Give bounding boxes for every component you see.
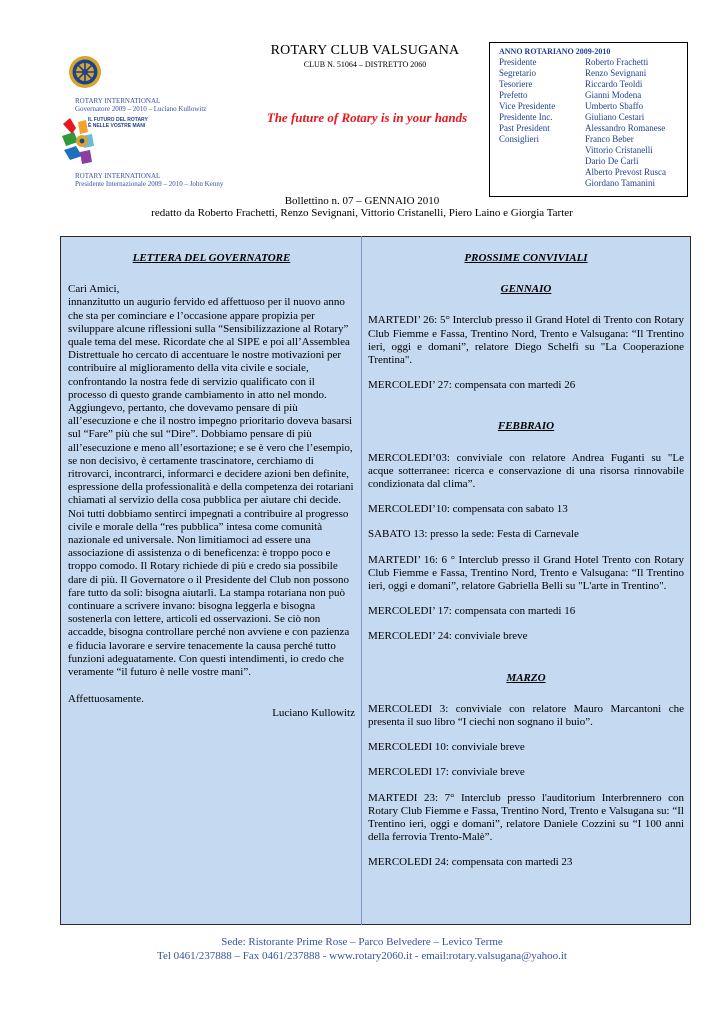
officer-name: Alberto Prevost Rusca — [585, 167, 666, 177]
letter-greeting: Cari Amici, — [68, 283, 120, 296]
event-item: MERCOLEDI’ 24: conviviale breve — [368, 630, 528, 643]
officer-role — [499, 145, 585, 156]
officer-row — [499, 145, 687, 156]
event-item: MARTEDI 23: 7° Interclub presso l'auditorium Interbrennero con Rotary Club Fiemme e Fassa, Trentino Nord, Trento e Valsugana su: “Il Trentino ieri, oggi e domani”, relatore Daniele Cozzini su “I 100 anni della ferrovia Trento-Malè”. — [368, 791, 684, 844]
events-months — [368, 265, 684, 879]
officer-role: Prefetto — [499, 90, 528, 100]
ri-president-caption: ROTARY INTERNATIONAL Presidente Internazionale 2009 – 2010 – John Kenny — [75, 172, 224, 188]
officer-row — [499, 112, 687, 123]
footer-contacts: Tel 0461/237888 – Fax 0461/237888 - www.rotary2060.it - email:rotary.valsugana@yahoo.it — [157, 950, 567, 962]
officers-list — [499, 57, 687, 189]
officers-box — [489, 42, 688, 197]
officer-row — [499, 167, 687, 178]
officer-name: Alessandro Romanese — [585, 123, 666, 133]
event-item: MARTEDI’ 26: 5° Interclub presso il Grand Hotel di Trento con Rotary Club Fiemme e Fassa, Trentino Nord, Trento e Valsugana: “Il Trentino ieri, oggi e domani”, relatore Diego Schelfi su "La Cooperazione Trentina". — [368, 314, 684, 367]
officer-name: Riccardo Teoldi — [585, 79, 643, 89]
officer-name: Giordano Tamanini — [585, 178, 655, 188]
slogan-logo-text: IL FUTURO DEL ROTARY È NELLE VOSTRE MANI — [88, 117, 148, 129]
club-name: ROTARY CLUB VALSUGANA — [270, 43, 460, 58]
club-number: CLUB N. 51064 – DISTRETTO 2060 — [303, 60, 427, 69]
officer-role: Presidente — [499, 57, 537, 67]
event-item: MERCOLEDI 17: conviviale breve — [368, 766, 525, 779]
officer-role: Presidente Inc. — [499, 112, 553, 122]
event-item: MERCOLEDI 10: conviviale breve — [368, 741, 525, 754]
officer-name: Gianni Modena — [585, 90, 642, 100]
officer-name: Franco Beber — [585, 134, 634, 144]
officer-name: Giuliano Cestari — [585, 112, 645, 122]
bulletin-number: Bollettino n. 07 – GENNAIO 2010 — [284, 195, 440, 207]
month-heading: FEBBRAIO — [497, 420, 555, 433]
officer-role: Tesoriere — [499, 79, 533, 89]
letter-body: innanzitutto un augurio fervido ed affettuoso per il nuovo anno che sta per cominciare e l’occasione appare propizia per sviluppare alcune riflessioni sulla “Sensibilizzazione al Rotary” quale tema del mese. Ricordate che al SIPE e poi all’Assemblea Distrettuale ho cercato di accentuare le nostre motivazioni per contribuire al miglioramento della vita civile e sociale, confrontando la nostra fede di servizio qualificato con il processo di questo grande cambiamento in atto nel mondo. Aggiungevo, pertanto, che dovevamo pensare di più all’esecuzione e che il nostro impegno prioritario doveva basarsi sul “Fare” più che sul “Dire”. Dobbiamo pensare di più all’esecuzione e meno all’esortazione; e se è vero che l’esempio, se non decisivo, è certamente trascinatore, cerchiamo di ritrovarci, incontrarci, informarci e decidere azioni ben definite, espressione della professionalità e della competenza dei rotariani chiamati al servizio della cosa pubblica per aiutare chi decide. Noi tutti dobbiamo sentirci impegnati a contribuire al progresso civile e morale della “res pubblica” intesa come comunità nazionale ed universale. Non limitiamoci ad essere una associazione di assistenza o di beneficenza: è troppo poco e troppo comodo. Il Rotary richiede di più e credo sia possibile dare di più. Il Governatore o il Presidente del Club non possono fare tutto da soli: bisogna aiutarli. La stampa rotariana non può continuare a scrivere invano: bisogna leggerla e bisogna sostenerla con lettere, articoli ed osservazioni. Se ciò non accadde, bisogna controllare perché non avviene e con pazienza e fiducia lavorare e servire tenacemente la causa perché tutto funzioni adeguatamente. Con questi intendimenti, io credo che veramente “il futuro è nelle vostre mani”. — [68, 296, 354, 679]
officer-role: Consiglieri — [499, 134, 539, 144]
event-item: SABATO 13: presso la sede: Festa di Carnevale — [368, 528, 579, 541]
officer-row — [499, 68, 687, 79]
officer-name: Vittorio Cristanelli — [585, 145, 653, 155]
officer-name: Dario De Carli — [585, 156, 639, 166]
officer-role — [499, 167, 585, 178]
event-item: MERCOLEDI’ 17: compensata con martedi 16 — [368, 605, 576, 618]
footer-address: Sede: Ristorante Prime Rose – Parco Belvedere – Levico Terme — [221, 936, 503, 948]
events-heading: PROSSIME CONVIVIALI — [464, 252, 588, 264]
event-item: MERCOLEDI 24: compensata con martedi 23 — [368, 856, 573, 869]
officer-row — [499, 156, 687, 167]
month-heading: MARZO — [506, 671, 546, 684]
officer-row — [499, 123, 687, 134]
officer-name: Umberto Sbaffo — [585, 101, 644, 111]
officers-title: ANNO ROTARIANO 2009-2010 — [499, 47, 611, 56]
officer-row — [499, 79, 687, 90]
officer-role — [499, 178, 585, 189]
officer-row — [499, 101, 687, 112]
upcoming-events — [368, 252, 684, 880]
governor-letter — [68, 252, 355, 720]
letter-signature: Luciano Kullowitz — [272, 706, 355, 719]
ri-governor-caption: ROTARY INTERNATIONAL Governatore 2009 – 2010 – Luciano Kullowitz — [75, 97, 207, 113]
month-heading: GENNAIO — [500, 283, 552, 296]
event-item: MERCOLEDI’10: compensata con sabato 13 — [368, 503, 568, 516]
rotary-wheel-logo — [68, 55, 102, 89]
officer-name: Renzo Sevignani — [585, 68, 647, 78]
motto: The future of Rotary is in your hands — [266, 110, 468, 125]
officer-role — [499, 156, 585, 167]
officer-row — [499, 134, 687, 145]
letter-heading: LETTERA DEL GOVERNATORE — [132, 252, 291, 264]
officer-role: Past President — [499, 123, 550, 133]
letter-closing: Affettuosamente. — [68, 693, 144, 706]
event-item: MERCOLEDI’ 27: compensata con martedi 26 — [368, 379, 576, 392]
editors-line: redatto da Roberto Frachetti, Renzo Sevignani, Vittorio Cristanelli, Piero Laino e Giorgia Tarter — [151, 207, 573, 219]
officer-role: Vice Presidente — [499, 101, 556, 111]
officer-role: Segretario — [499, 68, 536, 78]
officer-name: Roberto Frachetti — [585, 57, 649, 67]
officer-row — [499, 57, 687, 68]
event-item: MERCOLEDI’03: conviviale con relatore Andrea Fuganti su "Le acque sotterranee: ricerca e conservazione di una risorsa rinnovabile condizionata dal clima”. — [368, 451, 684, 491]
officer-row — [499, 90, 687, 101]
event-item: MARTEDI’ 16: 6 ° Interclub presso il Grand Hotel Trento con Rotary Club Fiemme e Fassa, Trentino Nord, Trento e Valsugana: “Il Trentino ieri, oggi e domani”, relatore Gabriella Belli su "L'arte in Trentino". — [368, 553, 684, 593]
event-item: MERCOLEDI 3: conviviale con relatore Mauro Marcantoni che presenta il suo libro “I ciechi non sognano il buio”. — [368, 702, 684, 729]
column-divider — [361, 236, 362, 925]
officer-row — [499, 178, 687, 189]
